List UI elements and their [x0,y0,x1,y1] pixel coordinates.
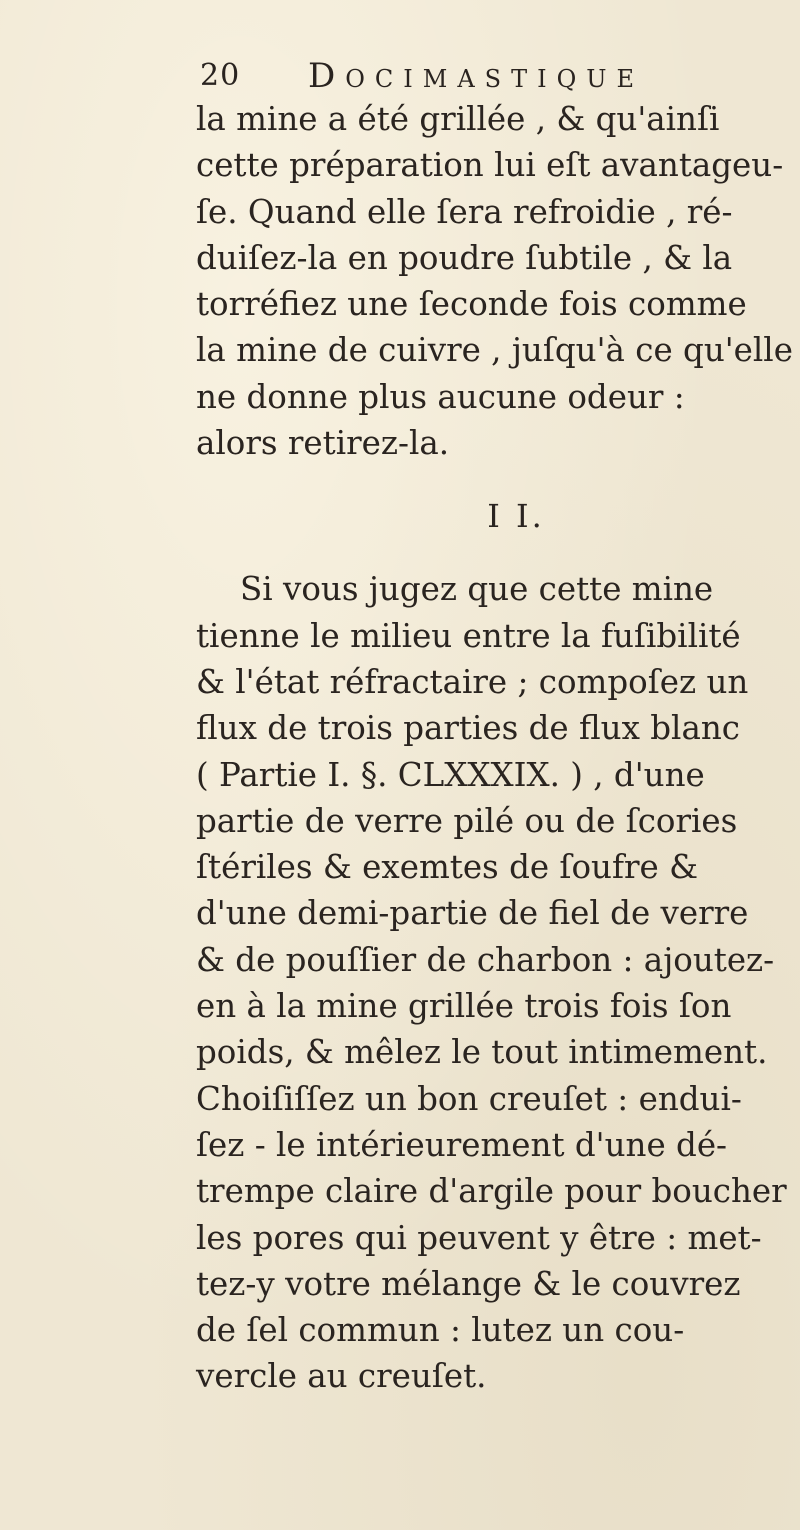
text-line: la mine de cuivre , juſqu'à ce qu'elle [196,331,793,370]
text-line: partie de verre pilé ou de ſcories [196,801,738,840]
text-line: duiſez-la en poudre ſubtile , & la [196,238,733,277]
text-line: cette préparation lui eſt avantageu- [196,146,784,185]
body-text [196,96,796,1400]
paragraph-1 [196,96,796,466]
text-line: tez-y votre mélange & le couvrez [196,1264,741,1303]
text-line: torréfiez une ſeconde fois comme [196,285,747,324]
section-heading: I I. [487,497,545,536]
text-line: ſtériles & exemtes de ſoufre & [196,848,699,887]
text-line: Choiſiſſez un bon creuſet : endui- [196,1079,742,1118]
text-line: d'une demi-partie de fiel de verre [196,894,749,933]
text-line: flux de trois parties de flux blanc [196,709,740,748]
text-line: la mine a été grillée , & qu'ainſi [196,100,720,138]
text-line: trempe claire d'argile pour boucher [196,1172,787,1211]
text-line: ſez - le intérieurement d'une dé- [196,1125,728,1164]
running-title: Docimastique [308,56,645,96]
text-line: en à la mine grillée trois fois ſon [196,987,732,1026]
text-line: Si vous jugez que cette mine [240,570,714,609]
paragraph-2 [196,566,796,1399]
text-line: tienne le milieu entre la fuſibilité [196,616,741,655]
text-line: alors retirez-la. [196,424,450,463]
text-line: ( Partie I. §. CLXXXIX. ) , d'une [196,755,705,794]
text-line: de ſel commun : lutez un cou- [196,1311,685,1350]
text-line: ſe. Quand elle ſera refroidie , ré- [196,192,733,231]
text-line: & l'état réfractaire ; compoſez un [196,662,749,701]
text-line: vercle au creuſet. [196,1357,487,1396]
page-header [200,58,700,98]
page-number: 20 [200,58,241,93]
text-line: & de pouſſier de charbon : ajoutez- [196,940,775,979]
text-line: les pores qui peuvent y être : met- [196,1218,762,1257]
text-line: ne donne plus aucune odeur : [196,377,685,416]
text-line: poids, & mêlez le tout intimement. [196,1033,768,1072]
